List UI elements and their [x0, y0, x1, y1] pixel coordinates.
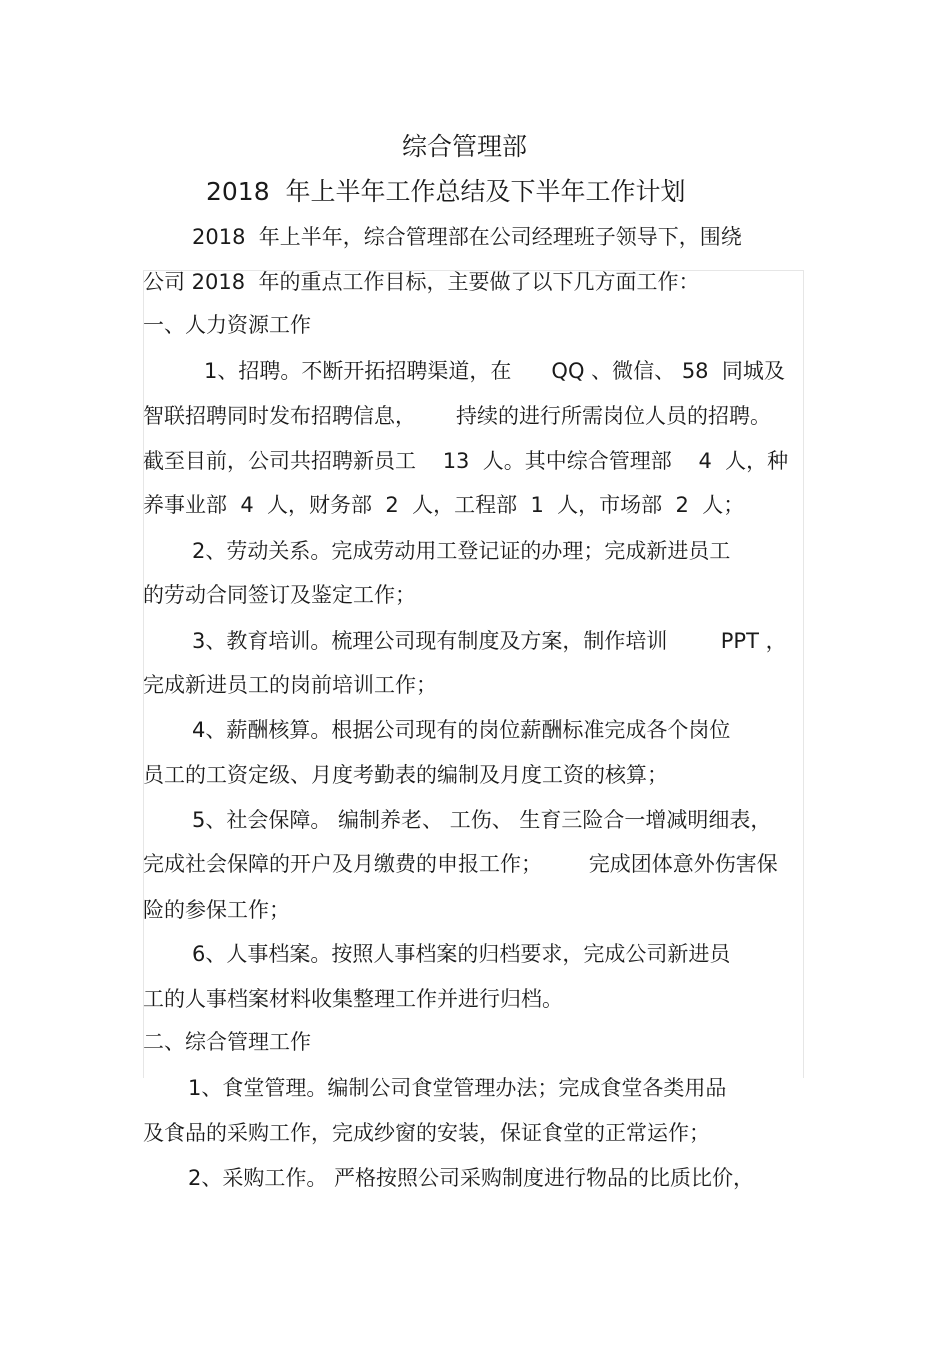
paragraph-line: 完成社会保障的开户及月缴费的申报工作； 完成团体意外伤害保 [143, 852, 778, 876]
paragraph-line: 6、人事档案。按照人事档案的归档要求，完成公司新进员 [192, 942, 731, 966]
paragraph-line: 的劳动合同签订及鉴定工作； [143, 583, 416, 607]
paragraph-line: 员工的工资定级、月度考勤表的编制及月度工资的核算； [143, 763, 668, 787]
document-subtitle: 2018 年上半年工作总结及下半年工作计划 [206, 177, 686, 206]
frame-right-line [803, 270, 804, 1078]
paragraph-line: 及食品的采购工作，完成纱窗的安装，保证食堂的正常运作； [143, 1121, 710, 1145]
paragraph-line: 2、采购工作。 严格按照公司采购制度进行物品的比质比价， [188, 1166, 755, 1190]
paragraph-line: 2、劳动关系。完成劳动用工登记证的办理；完成新进员工 [192, 539, 731, 563]
paragraph-line: 1、食堂管理。编制公司食堂管理办法；完成食堂各类用品 [188, 1076, 727, 1100]
paragraph-line: 4、薪酬核算。根据公司现有的岗位薪酬标准完成各个岗位 [192, 718, 731, 742]
paragraph-line: 1、招聘。不断开拓招聘渠道，在 QQ 、微信、 58 同城及 [204, 359, 785, 383]
section-heading: 一、人力资源工作 [143, 313, 311, 337]
paragraph-line: 智联招聘同时发布招聘信息， 持续的进行所需岗位人员的招聘。 [143, 404, 772, 428]
paragraph-line: 公司 2018 年的重点工作目标，主要做了以下几方面工作： [143, 270, 700, 294]
paragraph-line: 养事业部 4 人，财务部 2 人，工程部 1 人，市场部 2 人； [143, 493, 745, 517]
section-heading: 二、综合管理工作 [143, 1030, 311, 1054]
document-title: 综合管理部 [402, 132, 528, 161]
paragraph-line: 险的参保工作； [143, 898, 290, 922]
paragraph-line: 5、社会保障。 编制养老、 工伤、 生育三险合一增减明细表， [192, 808, 772, 832]
paragraph-line: 完成新进员工的岗前培训工作； [143, 673, 437, 697]
paragraph-line: 工的人事档案材料收集整理工作并进行归档。 [143, 987, 563, 1011]
paragraph-line: 2018 年上半年，综合管理部在公司经理班子领导下，围绕 [192, 225, 742, 249]
paragraph-line: 3、教育培训。梳理公司现有制度及方案，制作培训 PPT ， [192, 629, 787, 653]
paragraph-line: 截至目前，公司共招聘新员工 13 人。其中综合管理部 4 人，种 [143, 449, 789, 473]
